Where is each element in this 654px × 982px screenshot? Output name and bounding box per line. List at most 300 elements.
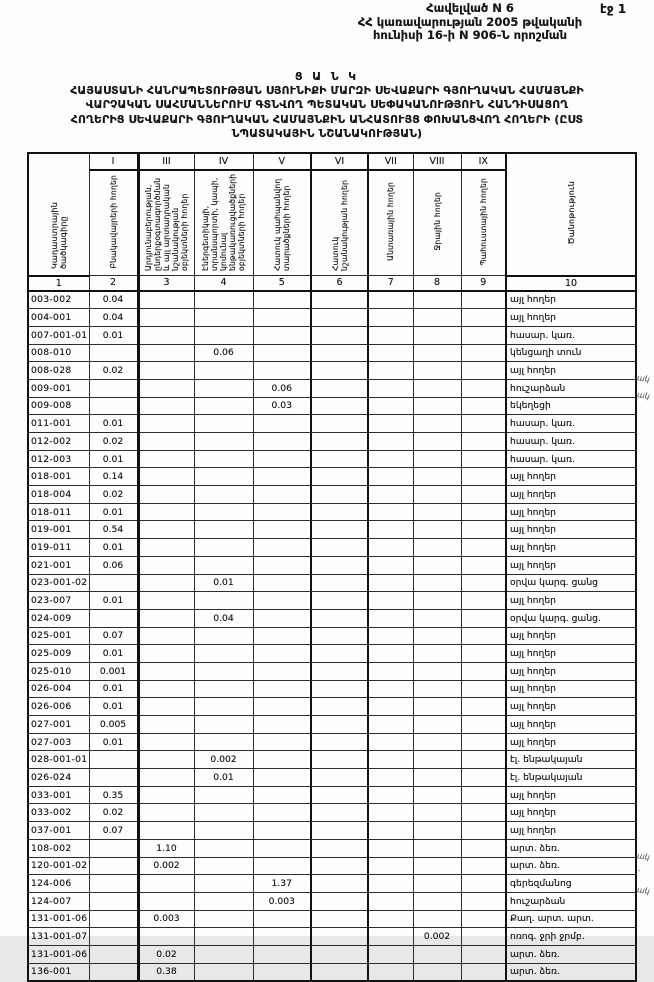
area-value-cell: [194, 680, 253, 698]
area-value-cell: [138, 733, 194, 751]
area-value-cell: [89, 945, 138, 963]
table-row: [28, 379, 636, 397]
area-value-cell: [194, 592, 253, 610]
table-row: [28, 716, 636, 734]
cadastral-code-cell: 108-002: [28, 839, 89, 857]
note-cell: այլ հողեր: [506, 309, 636, 327]
area-value-cell: [89, 963, 138, 981]
area-value-cell: [413, 468, 461, 486]
area-value-cell: [253, 928, 311, 946]
area-value-cell: [311, 769, 368, 787]
area-value-cell: 0.35: [89, 786, 138, 804]
cadastral-code-cell: 025-009: [28, 645, 89, 663]
title-line: ՀՈՂԵՐԻՑ ՍԵՎԱՔԱՐԻ ԳՅՈՒՂԱԿԱՆ ՀԱՄԱՅՆՔԻՆ ԱՆՀԱՏՈՒՅՑ ՓՈԽԱՆՑՎՈՂ ՀՈՂԵՐԻ (ԸՍՏ: [70, 112, 584, 126]
margin-mark: ակ: [636, 373, 651, 384]
appendix-line: ՀՀ կառավարության 2005 թվականի: [357, 14, 583, 29]
area-value-cell: [413, 326, 461, 344]
table-row: [28, 362, 636, 380]
area-value-cell: [253, 839, 311, 857]
area-value-cell: [413, 609, 461, 627]
table-row: [28, 892, 636, 910]
area-value-cell: [413, 397, 461, 415]
area-value-cell: [311, 362, 368, 380]
area-value-cell: [368, 556, 413, 574]
column-header-reserve-lands: Պահուստային հողեր: [461, 170, 506, 276]
roman-col-header: VII: [368, 153, 413, 170]
area-value-cell: [89, 751, 138, 769]
area-value-cell: [89, 379, 138, 397]
area-value-cell: [253, 804, 311, 822]
area-value-cell: [311, 379, 368, 397]
table-row: [28, 769, 636, 787]
area-value-cell: 0.01: [89, 733, 138, 751]
column-number: 2: [89, 276, 138, 291]
area-value-cell: [461, 379, 506, 397]
area-value-cell: [461, 362, 506, 380]
note-cell: գերեզմանոց: [506, 875, 636, 893]
note-column-header-label: Ծանոթություն: [566, 181, 576, 245]
cadastral-code-cell: 026-006: [28, 698, 89, 716]
area-value-cell: 0.02: [89, 362, 138, 380]
area-value-cell: [253, 503, 311, 521]
area-value-cell: [138, 645, 194, 663]
area-value-cell: [253, 539, 311, 557]
area-value-cell: [368, 450, 413, 468]
area-value-cell: [253, 680, 311, 698]
area-value-cell: [461, 503, 506, 521]
note-cell: այլ հողեր: [506, 468, 636, 486]
area-value-cell: [194, 521, 253, 539]
area-value-cell: [138, 786, 194, 804]
area-value-cell: [253, 910, 311, 928]
area-value-cell: [461, 450, 506, 468]
area-value-cell: [311, 539, 368, 557]
cadastral-code-cell: 131-001-06: [28, 910, 89, 928]
note-cell: արտ. ձեռ.: [506, 857, 636, 875]
cadastral-code-cell: 018-011: [28, 503, 89, 521]
cadastral-code-cell: 131-001-07: [28, 928, 89, 946]
area-value-cell: [138, 716, 194, 734]
area-value-cell: [461, 698, 506, 716]
column-number: 1: [28, 276, 89, 291]
table-row: [28, 786, 636, 804]
note-cell: հասար. կառ.: [506, 433, 636, 451]
cadastral-code-header: [28, 153, 89, 276]
note-cell: այլ հողեր: [506, 291, 636, 309]
area-value-cell: [368, 291, 413, 309]
column-header-energy-transport-lands: Էներգետիկայի, տրանսպորտի, կապի, կոմունալ ենթակառուցվածքների օբյեկտների հողեր: [194, 170, 253, 276]
area-value-cell: [368, 963, 413, 981]
cadastral-code-cell: 028-001-01: [28, 751, 89, 769]
table-row: [28, 680, 636, 698]
area-value-cell: [368, 680, 413, 698]
table-row: [28, 645, 636, 663]
area-value-cell: [138, 326, 194, 344]
note-cell: օրվա կարգ. ցանց.: [506, 609, 636, 627]
table-row: [28, 698, 636, 716]
cadastral-code-header-label: Կադաստրային ծածկագիրը: [49, 201, 68, 269]
area-value-cell: [311, 963, 368, 981]
area-value-cell: [311, 503, 368, 521]
area-value-cell: [253, 433, 311, 451]
note-cell: այլ հողեր: [506, 680, 636, 698]
area-value-cell: [461, 415, 506, 433]
area-value-cell: [194, 291, 253, 309]
area-value-cell: [413, 627, 461, 645]
cadastral-code-cell: 019-011: [28, 539, 89, 557]
area-value-cell: [311, 627, 368, 645]
area-value-cell: [413, 822, 461, 840]
column-number: 3: [138, 276, 194, 291]
area-value-cell: [311, 609, 368, 627]
area-value-cell: [138, 680, 194, 698]
column-number: 6: [311, 276, 368, 291]
area-value-cell: [368, 751, 413, 769]
area-value-cell: [311, 839, 368, 857]
area-value-cell: [368, 415, 413, 433]
table-row: [28, 822, 636, 840]
area-value-cell: [413, 291, 461, 309]
area-value-cell: [138, 309, 194, 327]
area-value-cell: [461, 733, 506, 751]
area-value-cell: [413, 857, 461, 875]
area-value-cell: [368, 769, 413, 787]
area-value-cell: [138, 539, 194, 557]
area-value-cell: [138, 627, 194, 645]
area-value-cell: [311, 645, 368, 663]
area-value-cell: 0.01: [89, 698, 138, 716]
area-value-cell: [253, 769, 311, 787]
margin-mark: ակ: [636, 885, 651, 896]
note-cell: հասար. կառ.: [506, 326, 636, 344]
area-value-cell: [138, 291, 194, 309]
area-value-cell: [413, 662, 461, 680]
table-row: [28, 875, 636, 893]
area-value-cell: [413, 733, 461, 751]
area-value-cell: 0.01: [89, 645, 138, 663]
area-value-cell: [138, 362, 194, 380]
area-value-cell: [413, 945, 461, 963]
area-value-cell: [89, 875, 138, 893]
cadastral-code-cell: 004-001: [28, 309, 89, 327]
area-value-cell: [461, 574, 506, 592]
area-value-cell: [138, 521, 194, 539]
note-cell: այլ հողեր: [506, 822, 636, 840]
area-value-cell: [89, 839, 138, 857]
table-row: [28, 928, 636, 946]
area-value-cell: [194, 627, 253, 645]
table-row: [28, 592, 636, 610]
title-line: ՀԱՅԱՍՏԱՆԻ ՀԱՆՐԱՊԵՏՈՒԹՅԱՆ ՍՅՈՒՆԻՔԻ ՄԱՐԶԻ ՍԵՎԱՔԱՐԻ ԳՅՈՒՂԱԿԱՆ ՀԱՄԱՅՆՔԻ: [70, 84, 584, 98]
note-cell: էլ. ենթակայան: [506, 751, 636, 769]
area-value-cell: [194, 539, 253, 557]
area-value-cell: 1.37: [253, 875, 311, 893]
title-line: ՎԱՐՉԱԿԱՆ ՍԱՀՄԱՆՆԵՐՈՒՄ ԳՏՆՎՈՂ ՊԵՏԱԿԱՆ ՍԵՓԱԿԱՆՈՒԹՅՈՒՆ ՀԱՆԴԻՍԱՑՈՂ: [85, 98, 569, 112]
area-value-cell: [194, 556, 253, 574]
area-value-cell: [368, 521, 413, 539]
table-row: [28, 415, 636, 433]
area-value-cell: [138, 503, 194, 521]
area-value-cell: [194, 910, 253, 928]
roman-col-header: VIII: [413, 153, 461, 170]
area-value-cell: [253, 698, 311, 716]
area-value-cell: [461, 627, 506, 645]
table-row: [28, 556, 636, 574]
area-value-cell: [311, 397, 368, 415]
area-value-cell: [194, 839, 253, 857]
area-value-cell: [413, 486, 461, 504]
area-value-cell: [461, 928, 506, 946]
margin-mark: ակ: [636, 851, 651, 862]
area-value-cell: 0.003: [253, 892, 311, 910]
area-value-cell: [311, 486, 368, 504]
area-value-cell: [253, 521, 311, 539]
area-value-cell: [413, 769, 461, 787]
area-value-cell: [368, 662, 413, 680]
note-cell: եկեղեցի: [506, 397, 636, 415]
area-value-cell: [311, 326, 368, 344]
cadastral-code-cell: 012-003: [28, 450, 89, 468]
area-value-cell: 0.01: [89, 592, 138, 610]
cadastral-code-cell: 024-009: [28, 609, 89, 627]
note-cell: այլ հողեր: [506, 662, 636, 680]
area-value-cell: [413, 539, 461, 557]
area-value-cell: [89, 397, 138, 415]
area-value-cell: [89, 857, 138, 875]
table-row: [28, 309, 636, 327]
area-value-cell: [413, 503, 461, 521]
area-value-cell: 0.04: [194, 609, 253, 627]
area-value-cell: [413, 592, 461, 610]
area-value-cell: 0.002: [194, 751, 253, 769]
area-value-cell: [194, 503, 253, 521]
area-value-cell: [138, 574, 194, 592]
area-value-cell: [413, 963, 461, 981]
cadastral-code-cell: 018-004: [28, 486, 89, 504]
cadastral-code-cell: 018-001: [28, 468, 89, 486]
area-value-cell: [253, 945, 311, 963]
table-row: [28, 804, 636, 822]
area-value-cell: [368, 698, 413, 716]
area-value-cell: [138, 751, 194, 769]
area-value-cell: [368, 362, 413, 380]
area-value-cell: [253, 592, 311, 610]
table-row: [28, 433, 636, 451]
area-value-cell: [194, 698, 253, 716]
note-cell: այլ հողեր: [506, 698, 636, 716]
area-value-cell: [461, 892, 506, 910]
column-header-industrial-lands: Արդյունաբերության, ընդերքօգտագործման և այլ արտադրական նշանակության օբյեկտների հողեր: [138, 170, 194, 276]
area-value-cell: [253, 556, 311, 574]
note-cell: Քաղ. արտ. արտ.: [506, 910, 636, 928]
area-value-cell: [194, 309, 253, 327]
area-value-cell: [138, 433, 194, 451]
land-transfer-table: [27, 152, 640, 982]
area-value-cell: [311, 822, 368, 840]
area-value-cell: [253, 751, 311, 769]
table-row: [28, 503, 636, 521]
area-value-cell: [253, 786, 311, 804]
column-number: 10: [506, 276, 636, 291]
area-value-cell: [368, 716, 413, 734]
column-header-forest-lands: Անտառային հողեր: [368, 170, 413, 276]
area-value-cell: [413, 379, 461, 397]
table-row: [28, 609, 636, 627]
table-head-section: [28, 153, 636, 291]
area-value-cell: [311, 433, 368, 451]
note-cell: այլ հողեր: [506, 716, 636, 734]
area-value-cell: [461, 592, 506, 610]
area-value-cell: [461, 521, 506, 539]
area-value-cell: [253, 822, 311, 840]
note-cell: այլ հողեր: [506, 362, 636, 380]
area-value-cell: [461, 468, 506, 486]
area-value-cell: [461, 539, 506, 557]
table-row: [28, 344, 636, 362]
area-value-cell: [138, 397, 194, 415]
area-value-cell: [89, 574, 138, 592]
area-value-cell: [194, 804, 253, 822]
area-value-cell: [461, 397, 506, 415]
cadastral-code-cell: 136-001: [28, 963, 89, 981]
page-number: էջ 1: [600, 2, 627, 16]
area-value-cell: [311, 786, 368, 804]
area-value-cell: [89, 609, 138, 627]
note-cell: այլ հողեր: [506, 486, 636, 504]
area-value-cell: [461, 326, 506, 344]
area-value-cell: 0.03: [253, 397, 311, 415]
area-value-cell: [138, 875, 194, 893]
area-value-cell: [413, 892, 461, 910]
area-value-cell: [253, 857, 311, 875]
note-cell: այլ հողեր: [506, 503, 636, 521]
area-value-cell: [413, 839, 461, 857]
note-cell: արտ. ձեռ.: [506, 963, 636, 981]
table-row: [28, 468, 636, 486]
area-value-cell: [138, 486, 194, 504]
area-value-cell: [368, 645, 413, 663]
area-value-cell: [194, 875, 253, 893]
roman-col-header: VI: [311, 153, 368, 170]
area-value-cell: [413, 574, 461, 592]
area-value-cell: [368, 892, 413, 910]
area-value-cell: [253, 574, 311, 592]
cadastral-code-cell: 025-001: [28, 627, 89, 645]
area-value-cell: [413, 786, 461, 804]
area-value-cell: 0.14: [89, 468, 138, 486]
area-value-cell: [311, 309, 368, 327]
area-value-cell: [253, 450, 311, 468]
area-value-cell: [461, 875, 506, 893]
area-value-cell: [138, 804, 194, 822]
note-cell: հասար. կառ.: [506, 415, 636, 433]
area-value-cell: [311, 592, 368, 610]
area-value-cell: [311, 751, 368, 769]
area-value-cell: 0.06: [194, 344, 253, 362]
area-value-cell: [253, 609, 311, 627]
cadastral-code-cell: 011-001: [28, 415, 89, 433]
area-value-cell: [461, 857, 506, 875]
title-heading: Ց Ա Ն Կ: [294, 70, 359, 83]
area-value-cell: [413, 804, 461, 822]
area-value-cell: [368, 574, 413, 592]
area-value-cell: [194, 963, 253, 981]
cadastral-code-cell: 007-001-01: [28, 326, 89, 344]
table-row: [28, 486, 636, 504]
area-value-cell: [368, 875, 413, 893]
table-row: [28, 751, 636, 769]
roman-col-header: IV: [194, 153, 253, 170]
note-cell: հուշարձան: [506, 379, 636, 397]
cadastral-code-cell: 023-001-02: [28, 574, 89, 592]
area-value-cell: [461, 910, 506, 928]
area-value-cell: [368, 344, 413, 362]
area-value-cell: [253, 326, 311, 344]
area-value-cell: [89, 928, 138, 946]
roman-numeral-row: [28, 153, 636, 170]
area-value-cell: [311, 857, 368, 875]
roman-col-header: IX: [461, 153, 506, 170]
area-value-cell: [413, 433, 461, 451]
area-value-cell: [368, 786, 413, 804]
table-row: [28, 839, 636, 857]
area-value-cell: [311, 928, 368, 946]
area-value-cell: [461, 804, 506, 822]
area-value-cell: [413, 910, 461, 928]
area-value-cell: [194, 379, 253, 397]
cadastral-code-cell: 003-002: [28, 291, 89, 309]
area-value-cell: [311, 556, 368, 574]
cadastral-code-cell: 131-001-06: [28, 945, 89, 963]
note-cell: հուշարձան: [506, 892, 636, 910]
area-value-cell: 0.06: [253, 379, 311, 397]
area-value-cell: [461, 645, 506, 663]
area-value-cell: [194, 733, 253, 751]
area-value-cell: [89, 892, 138, 910]
note-cell: այլ հողեր: [506, 556, 636, 574]
area-value-cell: [461, 945, 506, 963]
area-value-cell: [368, 857, 413, 875]
table-row: [28, 450, 636, 468]
area-value-cell: [413, 751, 461, 769]
area-value-cell: [138, 468, 194, 486]
area-value-cell: [138, 379, 194, 397]
area-value-cell: [368, 928, 413, 946]
area-value-cell: [194, 468, 253, 486]
area-value-cell: 0.04: [89, 309, 138, 327]
area-value-cell: [138, 344, 194, 362]
area-value-cell: 0.04: [89, 291, 138, 309]
area-value-cell: 0.06: [89, 556, 138, 574]
cadastral-code-cell: 025-010: [28, 662, 89, 680]
area-value-cell: [461, 344, 506, 362]
area-value-cell: [194, 362, 253, 380]
area-value-cell: [413, 521, 461, 539]
area-value-cell: 0.01: [89, 539, 138, 557]
area-value-cell: [461, 786, 506, 804]
table-row: [28, 945, 636, 963]
area-value-cell: [368, 397, 413, 415]
area-value-cell: [194, 486, 253, 504]
area-value-cell: [194, 786, 253, 804]
area-value-cell: [138, 928, 194, 946]
area-value-cell: [311, 680, 368, 698]
area-value-cell: [253, 362, 311, 380]
area-value-cell: [311, 468, 368, 486]
area-value-cell: [368, 822, 413, 840]
area-value-cell: 0.003: [138, 910, 194, 928]
area-value-cell: 0.01: [89, 450, 138, 468]
